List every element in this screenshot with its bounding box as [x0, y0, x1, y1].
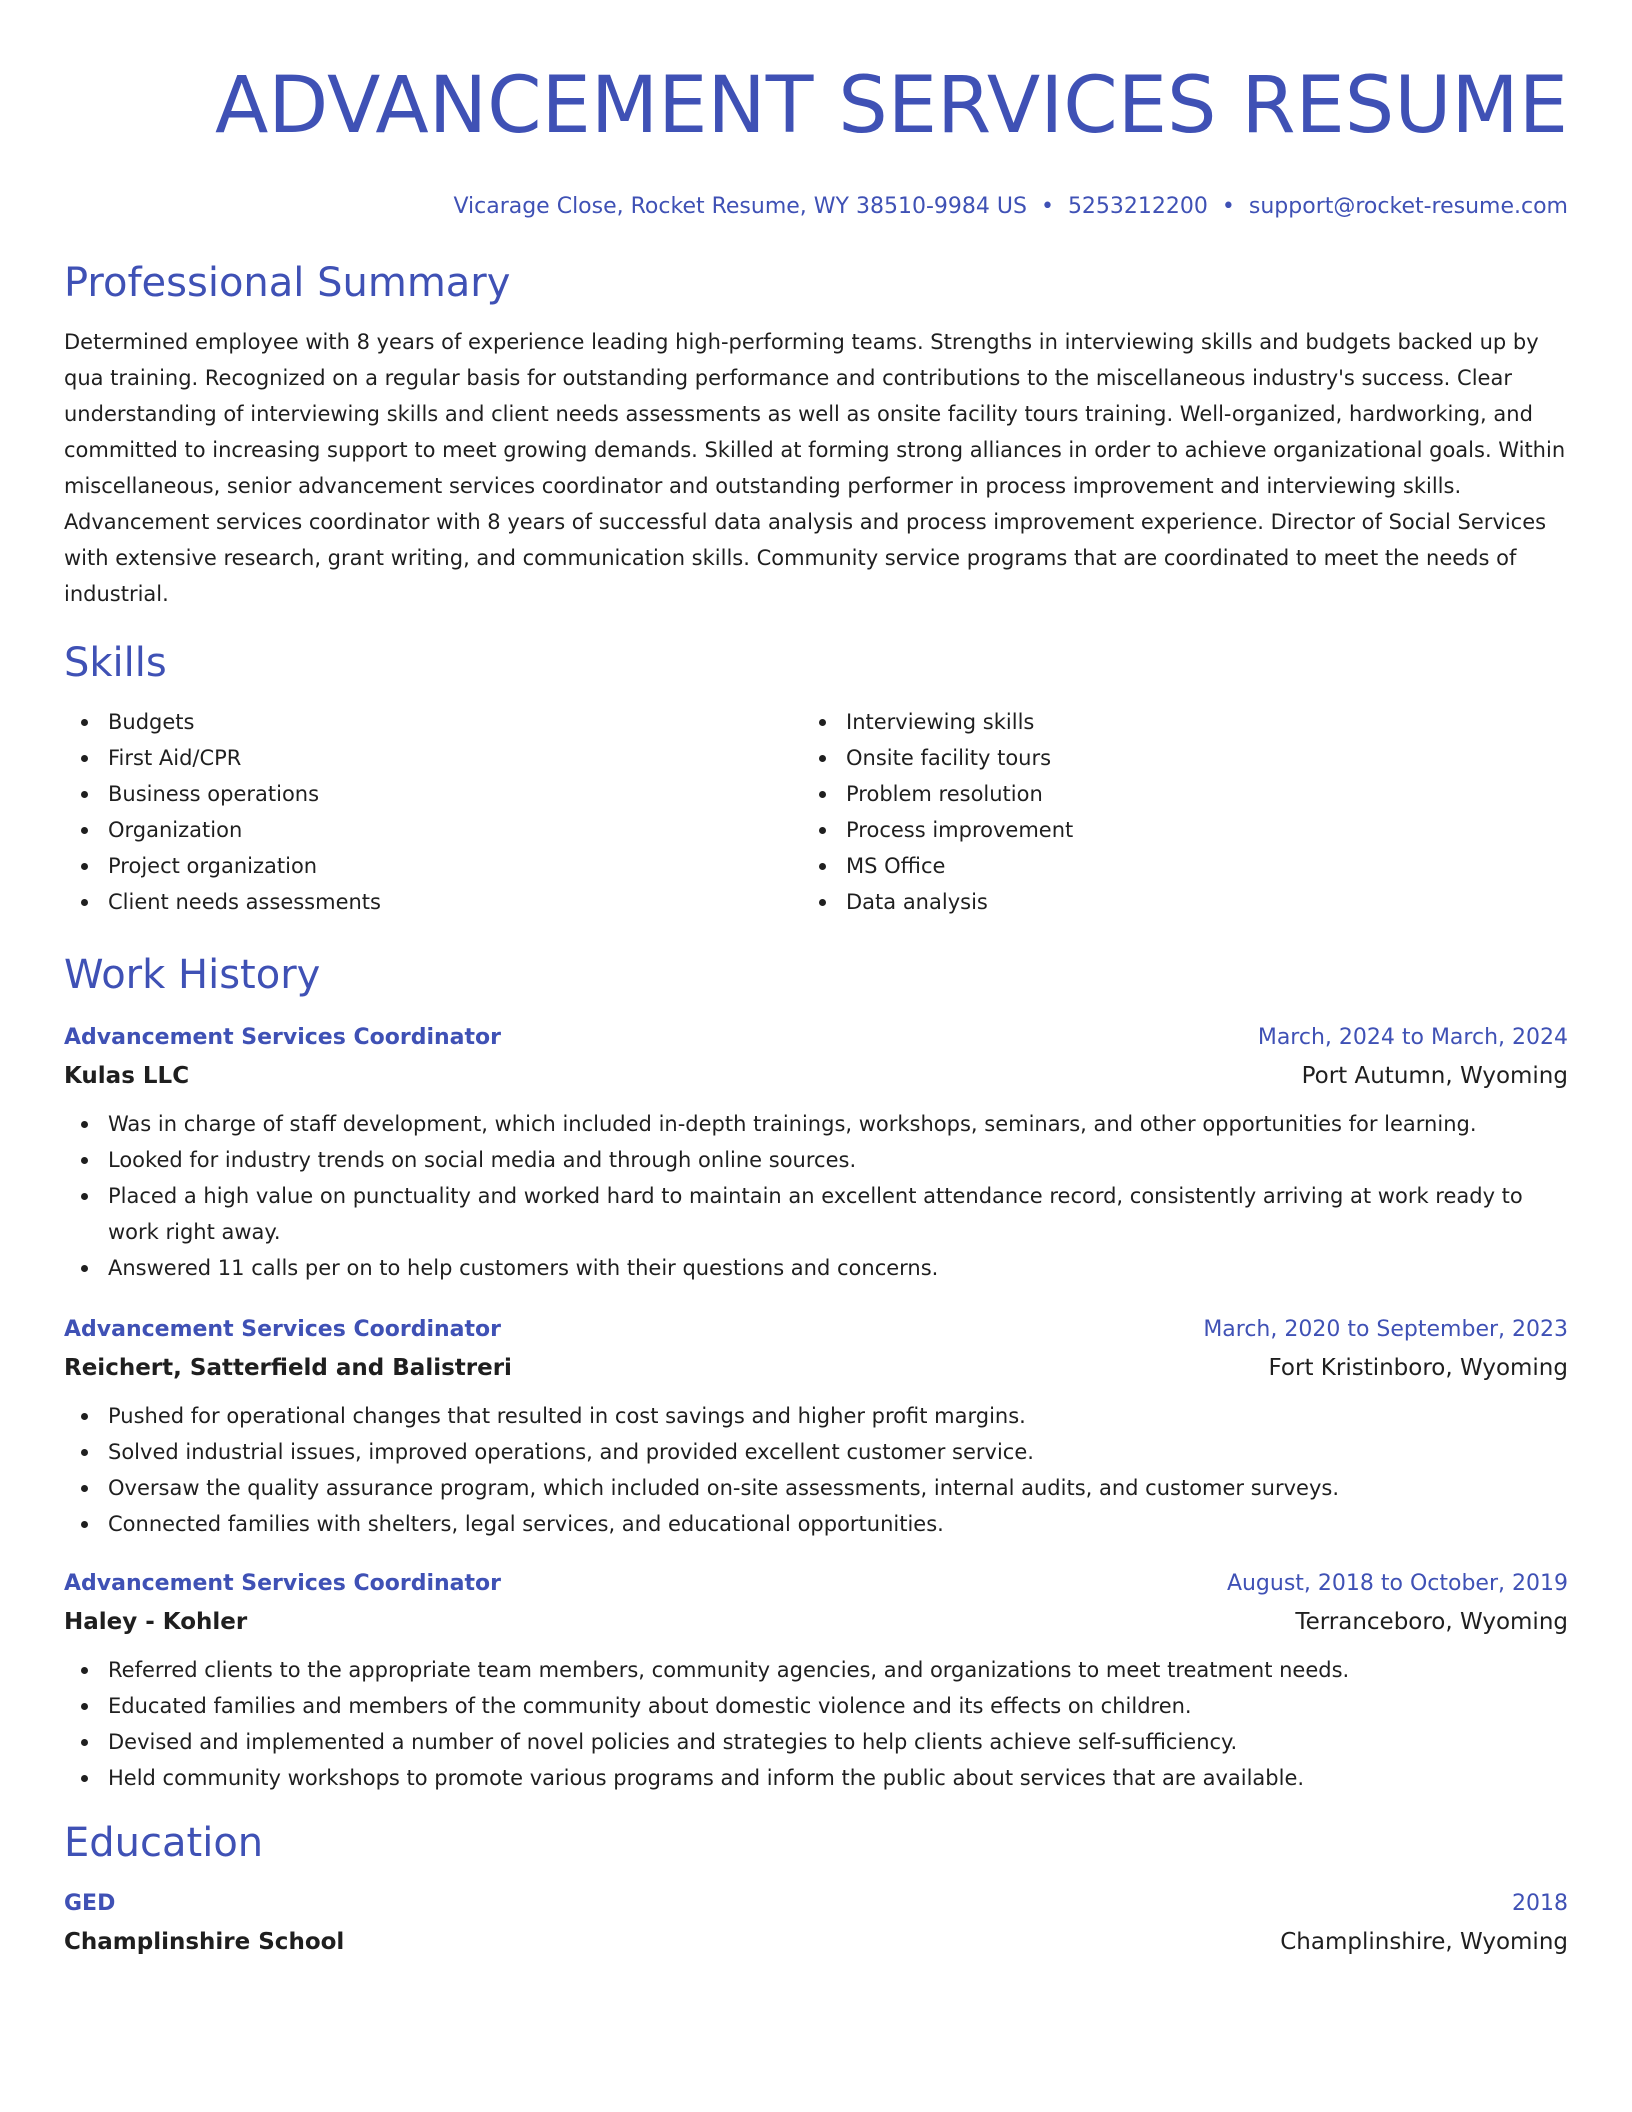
summary-heading: Professional Summary [64, 260, 511, 306]
job-entry [64, 1312, 1568, 1542]
job-title: Advancement Services Coordinator [64, 1571, 501, 1596]
education-school-row [64, 1922, 1568, 1962]
job-company: Kulas LLC [64, 1063, 190, 1089]
resume-name: ADVANCEMENT SERVICES RESUME [214, 61, 1568, 151]
job-bullet: Answered 11 calls per on to help customers with their questions and concerns. [64, 1250, 1568, 1286]
job-bullet: Pushed for operational changes that resulted in cost savings and higher profit margins. [64, 1398, 1568, 1434]
contact-separator: • [1221, 194, 1235, 219]
job-title: Advancement Services Coordinator [64, 1317, 501, 1342]
education-school: Champlinshire School [64, 1929, 345, 1955]
contact-separator: • [1040, 194, 1054, 219]
skills-heading: Skills [64, 640, 167, 686]
job-location: Fort Kristinboro, Wyoming [1268, 1355, 1568, 1381]
education-header-row [64, 1886, 1568, 1922]
job-entry [64, 1566, 1568, 1796]
job-company-row [64, 1348, 1568, 1388]
contact-address: Vicarage Close, Rocket Resume, WY 38510-9984 US [453, 194, 1027, 219]
skills-column-right [802, 704, 1540, 920]
skill-item: Onsite facility tours [802, 740, 1540, 776]
skills-column-left [64, 704, 802, 920]
job-dates: August, 2018 to October, 2019 [1226, 1571, 1568, 1596]
job-company-row [64, 1056, 1568, 1096]
contact-phone: 5253212200 [1067, 194, 1208, 219]
job-bullet: Held community workshops to promote various programs and inform the public about services that are available. [64, 1760, 1568, 1796]
job-header-row [64, 1020, 1568, 1056]
job-bullet: Placed a high value on punctuality and worked hard to maintain an excellent attendance record, consistently arriving at work ready to work right away. [64, 1178, 1568, 1250]
job-bullets [64, 1398, 1568, 1542]
skill-item: Data analysis [802, 884, 1540, 920]
job-dates: March, 2020 to September, 2023 [1203, 1317, 1568, 1342]
job-company: Reichert, Satterfield and Balistreri [64, 1355, 512, 1381]
job-bullet: Oversaw the quality assurance program, which included on-site assessments, internal audits, and customer surveys. [64, 1470, 1568, 1506]
job-company: Haley - Kohler [64, 1609, 248, 1635]
job-title: Advancement Services Coordinator [64, 1025, 501, 1050]
contact-line [64, 192, 1568, 222]
job-bullet: Looked for industry trends on social media and through online sources. [64, 1142, 1568, 1178]
education-entry [64, 1886, 1568, 1962]
skill-item: Organization [64, 812, 802, 848]
skill-item: MS Office [802, 848, 1540, 884]
skill-item: Budgets [64, 704, 802, 740]
skills-list [64, 704, 1568, 920]
job-header-row [64, 1312, 1568, 1348]
job-bullet: Solved industrial issues, improved operations, and provided excellent customer service. [64, 1434, 1568, 1470]
skill-item: Client needs assessments [64, 884, 802, 920]
education-year: 2018 [1512, 1891, 1568, 1916]
job-bullet: Connected families with shelters, legal services, and educational opportunities. [64, 1506, 1568, 1542]
skill-item: Project organization [64, 848, 802, 884]
skill-item: Interviewing skills [802, 704, 1540, 740]
job-entry [64, 1020, 1568, 1286]
job-bullets [64, 1106, 1568, 1286]
job-dates: March, 2024 to March, 2024 [1257, 1025, 1568, 1050]
education-degree: GED [64, 1891, 116, 1916]
job-location: Port Autumn, Wyoming [1301, 1063, 1568, 1089]
job-bullets [64, 1652, 1568, 1796]
job-bullet: Devised and implemented a number of novel policies and strategies to help clients achieve self-sufficiency. [64, 1724, 1568, 1760]
job-bullet: Referred clients to the appropriate team members, community agencies, and organizations to meet treatment needs. [64, 1652, 1568, 1688]
summary-text: Determined employee with 8 years of experience leading high-performing teams. Strengths in interviewing skills and budgets backed up by qua training. Recognized on a regular basis for outstanding performance and contributions to the miscellaneous industry's success. Clear understanding of interviewing skills and client needs assessments as well as onsite facility tours training. Well-organized, hardworking, and committed to increasing support to meet growing demands. Skilled at forming strong alliances in order to achieve organizational goals. Within miscellaneous, senior advancement services coordinator and outstanding performer in process improvement and interviewing skills. Advancement services coordinator with 8 years of successful data analysis and process improvement experience. Director of Social Services with extensive research, grant writing, and communication skills. Community service programs that are coordinated to meet the needs of industrial. [64, 330, 1566, 606]
education-location: Champlinshire, Wyoming [1280, 1929, 1568, 1955]
skill-item: Process improvement [802, 812, 1540, 848]
job-bullet: Was in charge of staff development, which included in-depth trainings, workshops, seminars, and other opportunities for learning. [64, 1106, 1568, 1142]
skill-item: Problem resolution [802, 776, 1540, 812]
contact-email: support@rocket-resume.com [1248, 194, 1568, 219]
work-history-heading: Work History [64, 952, 321, 998]
skill-item: First Aid/CPR [64, 740, 802, 776]
job-company-row [64, 1602, 1568, 1642]
job-header-row [64, 1566, 1568, 1602]
job-bullet: Educated families and members of the community about domestic violence and its effects on children. [64, 1688, 1568, 1724]
job-location: Terranceboro, Wyoming [1295, 1609, 1568, 1635]
skill-item: Business operations [64, 776, 802, 812]
education-heading: Education [64, 1820, 264, 1866]
